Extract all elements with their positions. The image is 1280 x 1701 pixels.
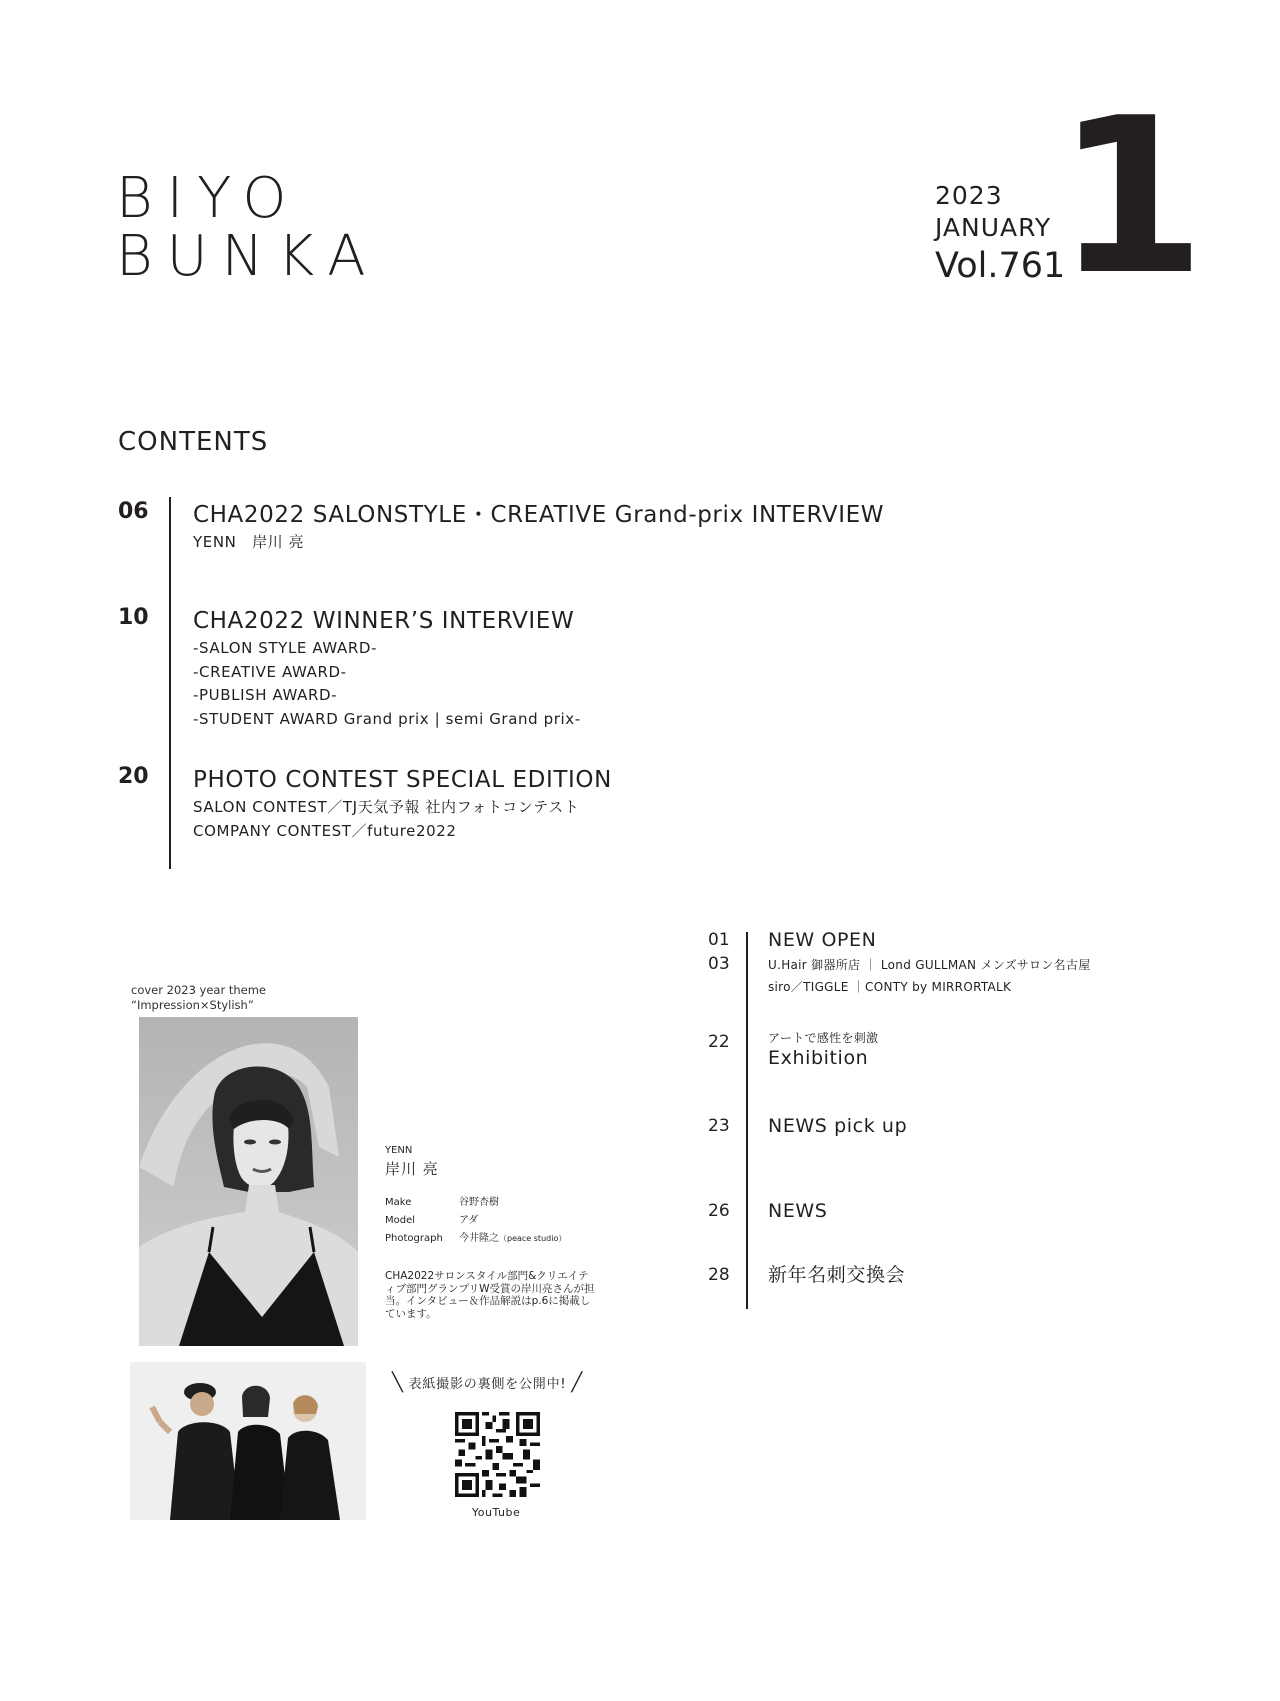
- youtube-label: YouTube: [472, 1506, 521, 1519]
- entry-subline: -STUDENT AWARD Grand prix | semi Grand prix-: [193, 709, 581, 728]
- credit-row: [385, 1212, 566, 1230]
- behind-the-scenes-text: [392, 1372, 583, 1393]
- section-title: NEW OPEN: [768, 929, 877, 951]
- contents-divider: [169, 497, 171, 869]
- behind-the-scenes-label: 表紙撮影の裏側を公開中!: [408, 1377, 567, 1392]
- entry-subline: SALON CONTEST／TJ天気予報 社内フォトコンテスト: [193, 798, 580, 816]
- slash-right-icon: ╱: [571, 1372, 583, 1393]
- credit-row: [385, 1194, 566, 1212]
- credit-name: 谷野杏樹: [459, 1197, 499, 1208]
- section-page-number: 23: [708, 1116, 730, 1136]
- issue-month: JANUARY: [935, 213, 1052, 242]
- issue-info: [935, 180, 1065, 288]
- credit-name: アダ: [459, 1215, 479, 1226]
- credit-row: [385, 1230, 566, 1248]
- cover-credits: [385, 1144, 595, 1320]
- section-title: NEWS pick up: [768, 1115, 908, 1137]
- section-subline: siro／TIGGLE ｜CONTY by MIRRORTALK: [768, 980, 1012, 994]
- section-page-number: 28: [708, 1265, 730, 1285]
- logo-line-2: BUNKA: [116, 224, 380, 289]
- credit-role: Model: [385, 1215, 416, 1226]
- entry-title: CHA2022 WINNER’S INTERVIEW: [193, 608, 575, 634]
- entry-page-number: 06: [118, 499, 149, 524]
- group-photo-image: [130, 1362, 366, 1520]
- portrait-image: [139, 1017, 358, 1346]
- credit-role: Photograph: [385, 1233, 443, 1244]
- cover-caption-line: cover 2023 year theme: [131, 983, 267, 997]
- issue-volume: Vol.761: [935, 246, 1066, 286]
- section-subline: U.Hair 御器所店 ｜ Lond GULLMAN メンズサロン名古屋: [768, 958, 1091, 972]
- youtube-qr-code-icon[interactable]: [455, 1412, 540, 1497]
- entry-subline: YENN 岸川 亮: [193, 533, 305, 551]
- section-page-number: 03: [708, 954, 730, 974]
- entry-title: PHOTO CONTEST SPECIAL EDITION: [193, 767, 612, 793]
- cover-caption-line: “Impression×Stylish”: [131, 998, 254, 1012]
- section-kicker: アートで感性を刺激: [768, 1031, 879, 1045]
- entry-page-number: 10: [118, 605, 149, 630]
- credits-table: [385, 1194, 566, 1248]
- contents-heading: CONTENTS: [118, 427, 269, 457]
- salon-name: YENN: [385, 1145, 413, 1156]
- section-page-number: 26: [708, 1201, 730, 1221]
- issue-number: 1: [1056, 71, 1206, 322]
- sections-divider: [746, 932, 748, 1309]
- section-title: Exhibition: [768, 1047, 869, 1069]
- entry-subline: -PUBLISH AWARD-: [193, 686, 338, 704]
- section-page-number: 22: [708, 1032, 730, 1052]
- section-title: 新年名刺交換会: [768, 1264, 906, 1286]
- entry-subline: -CREATIVE AWARD-: [193, 662, 347, 681]
- issue-year: 2023: [935, 181, 1003, 210]
- logo-line-1: BIYO: [116, 166, 301, 231]
- behind-the-scenes-photo: [130, 1362, 366, 1520]
- magazine-logo: [116, 166, 380, 289]
- credit-role: Make: [385, 1197, 412, 1208]
- cover-photo: [139, 1017, 358, 1346]
- cover-description: CHA2022サロンスタイル部門&クリエイティブ部門グランプリW受賞の岸川亮さんが担当。インタビュー＆作品解説はp.6に掲載しています。: [385, 1270, 595, 1320]
- credit-note: （peace studio）: [499, 1234, 567, 1243]
- credit-name: 今井隆之: [459, 1233, 499, 1244]
- stylist-name: 岸川 亮: [385, 1160, 439, 1178]
- cover-caption: [131, 983, 266, 1013]
- entry-page-number: 20: [118, 764, 149, 789]
- section-page-number: 01: [708, 930, 730, 950]
- entry-subline: -SALON STYLE AWARD-: [193, 639, 378, 657]
- section-title: NEWS: [768, 1200, 828, 1222]
- slash-left-icon: ╲: [392, 1372, 404, 1393]
- entry-title: CHA2022 SALONSTYLE・CREATIVE Grand-prix INTERVIEW: [193, 502, 885, 528]
- entry-subline: COMPANY CONTEST／future2022: [193, 821, 457, 840]
